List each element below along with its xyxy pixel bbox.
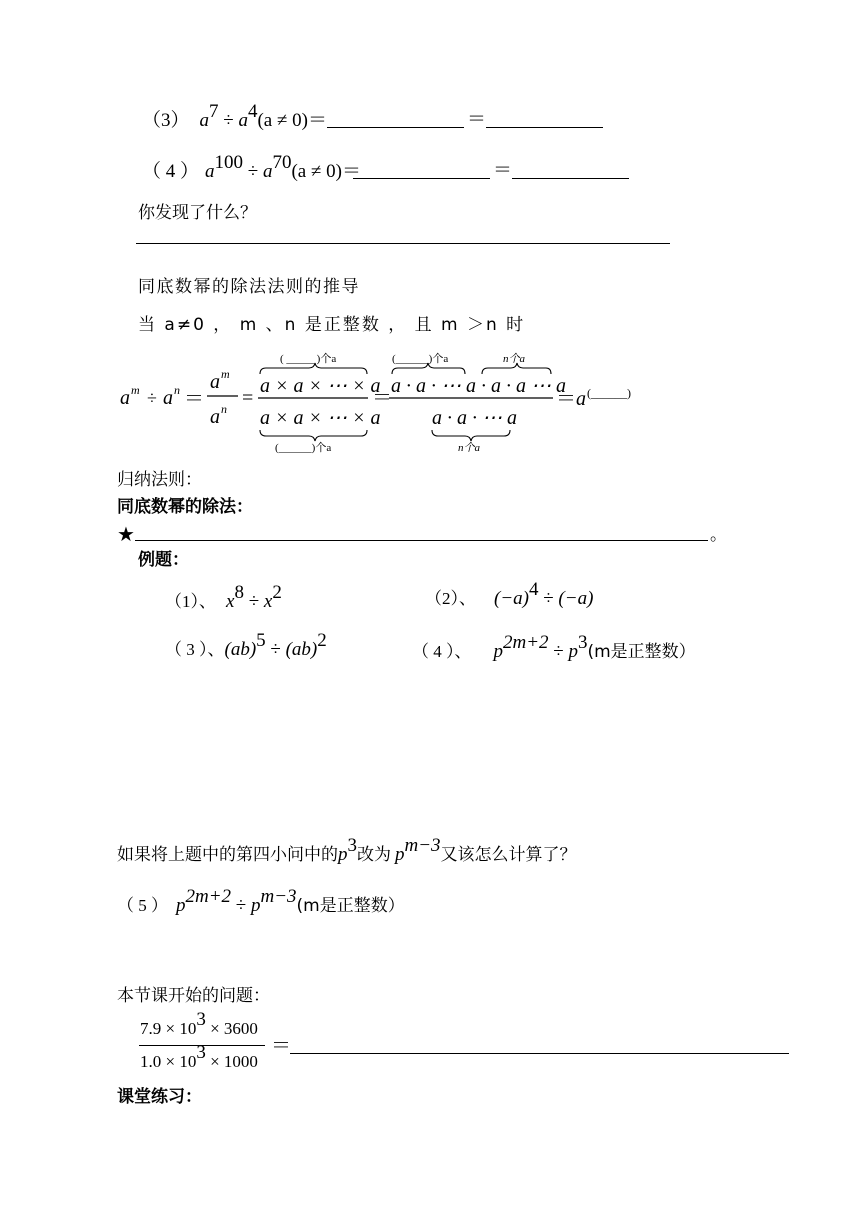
- answer-blank-3b[interactable]: [486, 127, 603, 128]
- result-base: a: [576, 388, 586, 410]
- end-mark: 。: [710, 525, 727, 545]
- rule-answer-line[interactable]: [135, 540, 708, 541]
- frac2-top-brace-label: ( _____ )个a: [280, 353, 337, 365]
- discover-question: 你发现了什么？: [138, 203, 257, 223]
- example-label: （ 3 ）、: [165, 640, 225, 659]
- equals-sign: ＝: [493, 160, 513, 181]
- question-label: （ 5 ）: [117, 896, 168, 915]
- svg-text:a: a: [163, 387, 173, 409]
- equals-sign: ＝: [467, 109, 487, 130]
- discover-answer-line[interactable]: [136, 243, 670, 244]
- lhs-exp-m: m: [131, 383, 140, 397]
- opening-label: 本节课开始的问题：: [117, 986, 270, 1006]
- lhs-base: a: [120, 387, 130, 409]
- frac3-top-brace-label-2: n个a: [503, 353, 525, 365]
- derivation-formula: [110, 348, 760, 458]
- example-label: （1）、: [165, 592, 216, 611]
- practice-label: 课堂练习：: [117, 1087, 202, 1107]
- question-4: （ 4 ） $a^{100} \div a^{70}(a \ne 0)=$: [142, 152, 361, 182]
- answer-blank-3a[interactable]: [327, 127, 464, 128]
- example-1: （1）、 $x^8 \div x^2$: [165, 582, 282, 612]
- svg-text:n: n: [221, 402, 227, 416]
- frac2-equals: ＝: [372, 387, 392, 409]
- frac3-den: a · a · ⋯ a: [432, 407, 517, 429]
- example-2: （2）、 $(-a)^4 \div (-a)$: [425, 579, 594, 609]
- lhs-equals: ＝: [184, 388, 204, 410]
- question-3: （3） $a^7 \div a^4(a \ne 0)=$: [142, 101, 327, 131]
- frac3-top-brace-label-1: (______)个a: [392, 353, 449, 365]
- opening-fraction: [140, 1009, 258, 1040]
- example-4: （ 4 ）、 $p^{2m+2} \div p^3(m$是正整数）: [412, 632, 696, 662]
- summary-label: 归纳法则：: [117, 470, 202, 490]
- question-label: （3）: [142, 110, 190, 131]
- frac3-equals: ＝: [556, 388, 576, 410]
- derivation-condition: 当 a≠0 ， m 、n 是正整数 ， 且 m ＞n 时: [138, 315, 526, 335]
- example-3: （ 3 ）、(ab)$^5$ ÷ (ab)$^2$: [165, 630, 327, 660]
- star-icon: ★: [117, 522, 135, 546]
- answer-blank-4a[interactable]: [353, 178, 490, 179]
- example-label: （2）、: [425, 589, 476, 608]
- question-label: （ 4 ）: [142, 161, 200, 182]
- frac2-den: a × a × ⋯ × a: [260, 407, 381, 429]
- example-label: （ 4 ）、: [412, 642, 472, 661]
- examples-title: 例题：: [138, 550, 189, 570]
- rule-title: 同底数幂的除法：: [117, 497, 253, 517]
- frac2-num: a × a × ⋯ × a: [260, 375, 381, 397]
- frac1-equals: =: [242, 387, 254, 409]
- result-exponent-blank: (______): [587, 386, 631, 400]
- fraction-denominator: $1.0 \times 10^3 \times 1000$: [140, 1042, 258, 1071]
- frac3-num: a · a · ⋯ a · a · a ⋯ a: [391, 375, 566, 397]
- svg-text:n: n: [174, 383, 180, 397]
- question-5: （ 5 ） $p^{2m+2} \div p^{m-3}(m$是正整数）: [117, 886, 405, 916]
- opening-equals: ＝: [271, 1035, 291, 1057]
- fraction-numerator: $7.9 \times 10^3 \times 3600$: [140, 1009, 258, 1038]
- frac2-bottom-brace-label: (______)个a: [275, 442, 332, 454]
- opening-answer-line[interactable]: [290, 1053, 789, 1054]
- frac3-bottom-brace-label: n个a: [458, 442, 480, 454]
- derivation-heading: 同底数幂的除法法则的推导: [138, 277, 360, 297]
- frac1-den: a: [210, 406, 220, 428]
- svg-text:m: m: [221, 367, 230, 381]
- answer-blank-4b[interactable]: [512, 178, 629, 179]
- followup-question: 如果将上题中的第四小问中的$p^3$改为 $p^{m-3}$又该怎么计算了？: [117, 835, 577, 865]
- frac1-num: a: [210, 371, 220, 393]
- lhs-div: ÷: [147, 388, 157, 408]
